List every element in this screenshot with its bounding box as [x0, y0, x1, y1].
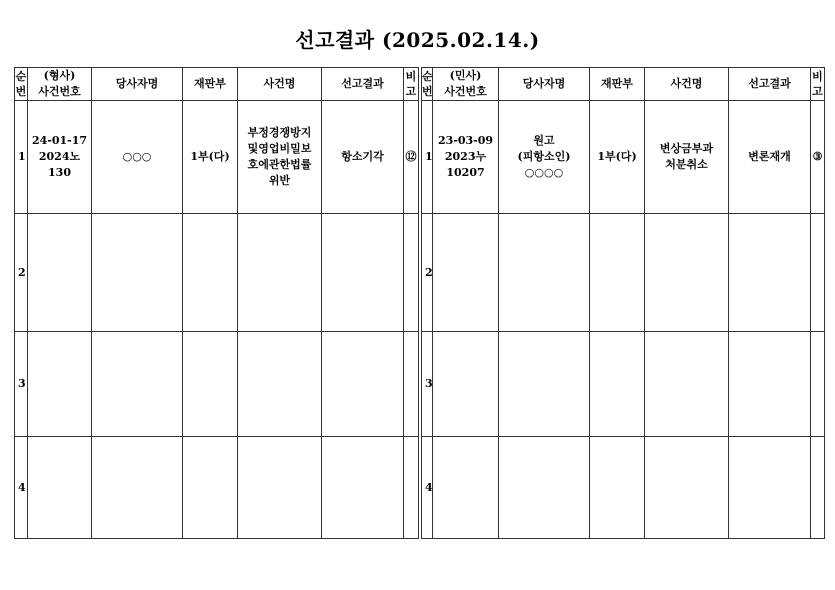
row-party: [499, 437, 590, 539]
row-party: [499, 214, 590, 332]
row-case-no: [28, 437, 92, 539]
row-result: [729, 332, 811, 437]
row-note: ⑫: [404, 101, 419, 214]
row-case-no: 24-01-17 2024노 130: [28, 101, 92, 214]
row-case-name: 변상금부과 처분취소: [645, 101, 729, 214]
header-seq: 순번: [15, 68, 28, 101]
row-result: 항소기각: [322, 101, 404, 214]
row-division: [183, 437, 238, 539]
row-seq: 3: [422, 332, 433, 437]
table-row: [15, 101, 419, 214]
row-seq: 1: [15, 101, 28, 214]
row-result: [322, 332, 404, 437]
row-result: [322, 214, 404, 332]
table-row: [422, 437, 825, 539]
row-case-no: [433, 332, 499, 437]
row-note: [811, 214, 825, 332]
row-note: [404, 332, 419, 437]
row-case-no: [433, 437, 499, 539]
row-case-no: [28, 332, 92, 437]
row-division: [590, 214, 645, 332]
table-row: [15, 214, 419, 332]
row-result: [729, 214, 811, 332]
row-party: 원고 (피항소인) ○○○○: [499, 101, 590, 214]
header-note: 비고: [811, 68, 825, 101]
header-division: 재판부: [183, 68, 238, 101]
table-row: [15, 437, 419, 539]
row-seq: 4: [422, 437, 433, 539]
row-note: [404, 214, 419, 332]
row-result: [322, 437, 404, 539]
header-seq: 순번: [422, 68, 433, 101]
table-row: [422, 214, 825, 332]
header-result: 선고결과: [729, 68, 811, 101]
row-result: [729, 437, 811, 539]
row-case-name: [645, 332, 729, 437]
row-party: ○○○: [92, 101, 183, 214]
criminal-results-table: [14, 67, 419, 539]
row-seq: 3: [15, 332, 28, 437]
row-result: 변론재개: [729, 101, 811, 214]
row-division: [590, 332, 645, 437]
row-division: 1부(다): [183, 101, 238, 214]
header-case-no: (형사) 사건번호: [28, 68, 92, 101]
row-case-no: 23-03-09 2023누 10207: [433, 101, 499, 214]
page-title: 선고결과 (2025.02.14.): [295, 28, 540, 52]
row-seq: 2: [15, 214, 28, 332]
header-party: 당사자명: [92, 68, 183, 101]
row-case-name: [238, 332, 322, 437]
header-division: 재판부: [590, 68, 645, 101]
row-note: ③: [811, 101, 825, 214]
row-seq: 4: [15, 437, 28, 539]
row-seq: 2: [422, 214, 433, 332]
row-note: [404, 437, 419, 539]
header-result: 선고결과: [322, 68, 404, 101]
table-row: [422, 101, 825, 214]
row-case-name: 부정경쟁방지 및영업비밀보 호에관한법률 위반: [238, 101, 322, 214]
row-party: [92, 214, 183, 332]
row-case-name: [238, 437, 322, 539]
row-division: [183, 214, 238, 332]
row-division: [590, 437, 645, 539]
row-party: [92, 437, 183, 539]
row-case-name: [238, 214, 322, 332]
row-party: [499, 332, 590, 437]
header-case-name: 사건명: [645, 68, 729, 101]
row-case-name: [645, 437, 729, 539]
row-seq: 1: [422, 101, 433, 214]
table-row: [15, 332, 419, 437]
header-case-no: (민사) 사건번호: [433, 68, 499, 101]
row-division: 1부(다): [590, 101, 645, 214]
row-case-no: [28, 214, 92, 332]
header-party: 당사자명: [499, 68, 590, 101]
header-case-name: 사건명: [238, 68, 322, 101]
row-note: [811, 332, 825, 437]
table-row: [422, 332, 825, 437]
civil-results-table: [421, 67, 825, 539]
row-note: [811, 437, 825, 539]
row-party: [92, 332, 183, 437]
table-header-row: [422, 68, 825, 101]
row-case-no: [433, 214, 499, 332]
table-header-row: [15, 68, 419, 101]
row-division: [183, 332, 238, 437]
header-note: 비고: [404, 68, 419, 101]
row-case-name: [645, 214, 729, 332]
